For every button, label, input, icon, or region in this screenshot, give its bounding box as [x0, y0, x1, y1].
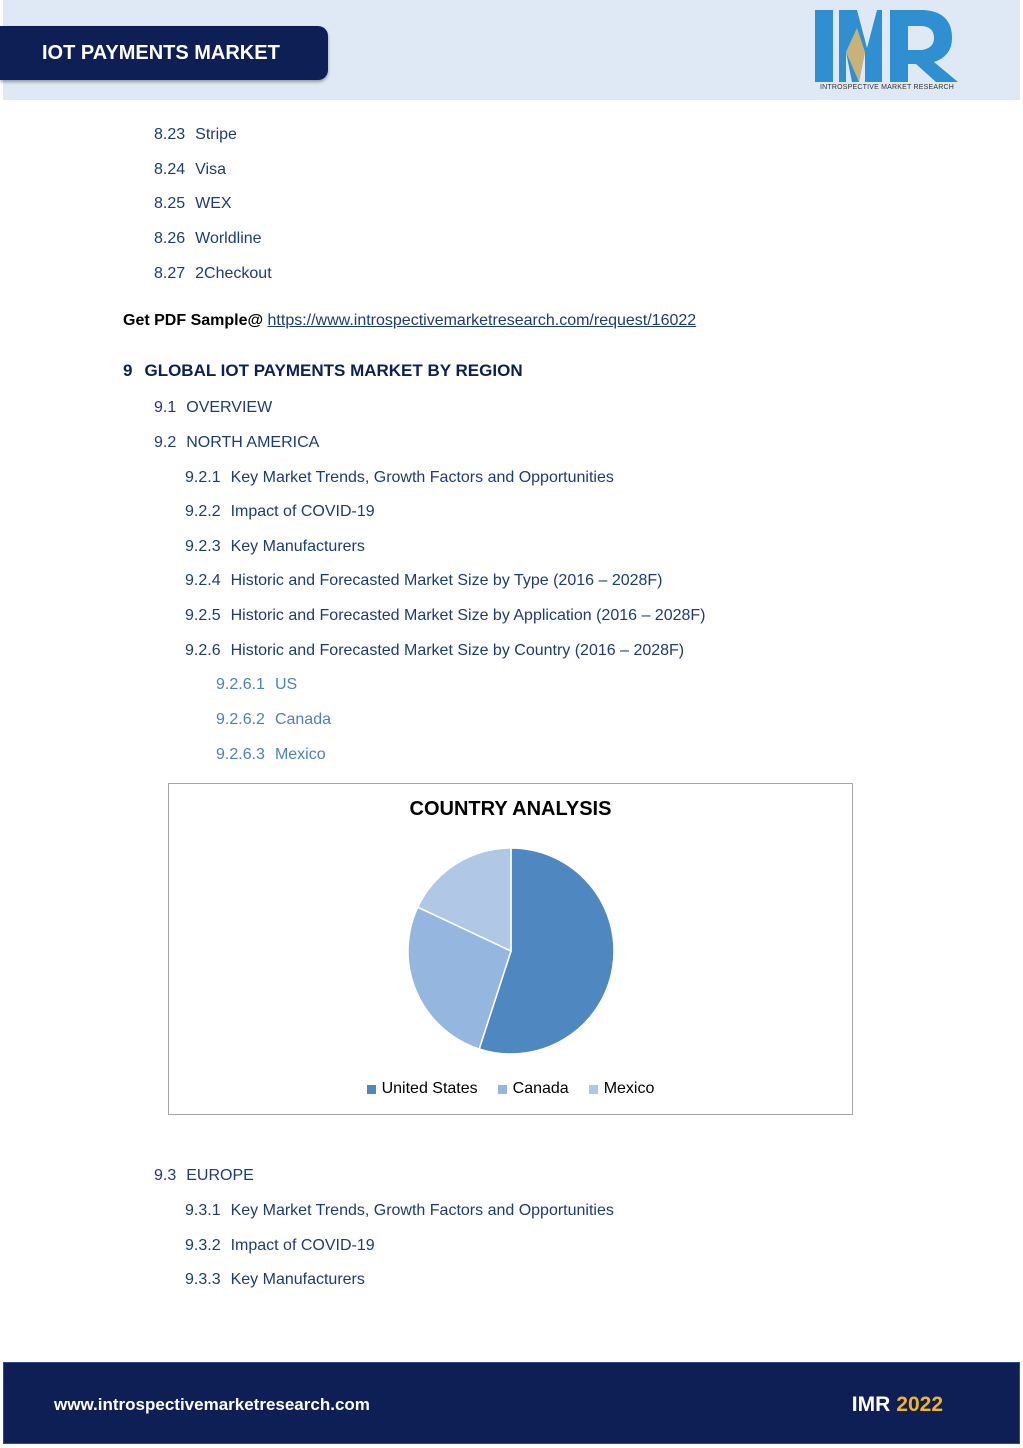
toc-item-number: 8.27 — [154, 265, 186, 282]
toc-item-label: Key Manufacturers — [230, 538, 365, 555]
toc-item-number: 9.2.6.2 — [216, 711, 265, 728]
legend-label: Canada — [512, 1080, 569, 1097]
toc-item — [185, 642, 684, 660]
legend-swatch — [367, 1085, 376, 1094]
toc-item-label: OVERVIEW — [186, 399, 273, 416]
toc-item-number: 8.24 — [154, 161, 186, 178]
toc-item — [216, 676, 297, 694]
legend-item — [589, 1080, 655, 1098]
toc-item-number: 9.2.3 — [185, 538, 221, 555]
legend-item — [498, 1080, 569, 1098]
country-analysis-chart — [168, 783, 853, 1115]
pie-chart — [169, 784, 852, 1114]
toc-item-label: Mexico — [274, 746, 326, 763]
toc-item-label: Impact of COVID-19 — [230, 1237, 375, 1254]
footer-brand-name: IMR — [851, 1393, 891, 1416]
toc-item — [154, 126, 237, 144]
toc-item — [154, 265, 272, 283]
toc-item — [154, 399, 272, 417]
toc-item — [185, 503, 375, 521]
section-number: 9 — [123, 361, 133, 380]
toc-item — [154, 1167, 254, 1185]
toc-item-number: 9.3.1 — [185, 1202, 221, 1219]
legend-label: Mexico — [603, 1080, 655, 1097]
section-heading — [123, 361, 523, 381]
toc-item — [154, 161, 226, 179]
toc-item-label: Historic and Forecasted Market Size by Type (2016 – 2028F) — [230, 572, 663, 589]
report-title: IOT PAYMENTS MARKET — [0, 26, 328, 80]
toc-item — [154, 195, 232, 213]
toc-item-number: 9.2.5 — [185, 607, 221, 624]
toc-item — [185, 572, 663, 590]
legend-label: United States — [381, 1080, 478, 1097]
toc-item — [216, 746, 326, 764]
toc-item-number: 9.2.2 — [185, 503, 221, 520]
toc-item — [154, 434, 319, 452]
footer-band — [3, 1362, 1020, 1444]
toc-item-number: 9.3 — [154, 1167, 177, 1184]
toc-item-number: 9.2 — [154, 434, 177, 451]
toc-item — [185, 1237, 375, 1255]
toc-item-label: WEX — [195, 195, 232, 212]
section-title: GLOBAL IOT PAYMENTS MARKET BY REGION — [144, 361, 523, 380]
legend-item — [367, 1080, 478, 1098]
toc-item-label: Visa — [195, 161, 226, 178]
toc-item — [185, 1202, 614, 1220]
footer-year: 2022 — [896, 1393, 943, 1416]
toc-item — [185, 469, 614, 487]
toc-item-label: Key Market Trends, Growth Factors and Opportunities — [230, 1202, 614, 1219]
legend-swatch — [498, 1085, 507, 1094]
toc-item-label: EUROPE — [186, 1167, 254, 1184]
toc-item-number: 9.2.1 — [185, 469, 221, 486]
toc-item-label: Key Manufacturers — [230, 1271, 365, 1288]
toc-item-label: Key Market Trends, Growth Factors and Opportunities — [230, 469, 614, 486]
imr-logo — [812, 8, 962, 96]
toc-item-label: Stripe — [195, 126, 237, 143]
toc-item-number: 9.2.6.3 — [216, 746, 265, 763]
toc-item — [185, 607, 706, 625]
toc-item-label: US — [274, 676, 298, 693]
pdf-sample-line — [123, 312, 696, 330]
legend-swatch — [589, 1085, 598, 1094]
toc-item-number: 9.2.4 — [185, 572, 221, 589]
toc-item-number: 9.1 — [154, 399, 177, 416]
toc-item-number: 9.3.2 — [185, 1237, 221, 1254]
toc-item — [216, 711, 331, 729]
toc-item-label: 2Checkout — [195, 265, 272, 282]
footer-url: www.introspectivemarketresearch.com — [54, 1395, 370, 1414]
toc-item-number: 8.25 — [154, 195, 186, 212]
toc-item-label: Historic and Forecasted Market Size by Application (2016 – 2028F) — [230, 607, 706, 624]
toc-item-label: Worldline — [195, 230, 262, 247]
toc-item-label: Impact of COVID-19 — [230, 503, 375, 520]
logo-subtitle: INTROSPECTIVE MARKET RESEARCH — [819, 84, 955, 91]
toc-item-label: Canada — [274, 711, 331, 728]
footer-brand — [852, 1393, 943, 1417]
toc-item-number: 8.26 — [154, 230, 186, 247]
toc-item-number: 9.3.3 — [185, 1271, 221, 1288]
toc-item-number: 9.2.6.1 — [216, 676, 265, 693]
pdf-sample-link[interactable]: https://www.introspectivemarketresearch.com/request/16022 — [267, 312, 697, 329]
pdf-sample-label: Get PDF Sample@ — [123, 312, 264, 329]
chart-title: COUNTRY ANALYSIS — [409, 798, 612, 820]
toc-item — [185, 538, 365, 556]
toc-item-label: NORTH AMERICA — [186, 434, 320, 451]
toc-item-label: Historic and Forecasted Market Size by Country (2016 – 2028F) — [230, 642, 685, 659]
toc-item — [154, 230, 262, 248]
toc-item-number: 9.2.6 — [185, 642, 221, 659]
chart-legend — [169, 1080, 852, 1098]
toc-item — [185, 1271, 365, 1289]
toc-item-number: 8.23 — [154, 126, 186, 143]
